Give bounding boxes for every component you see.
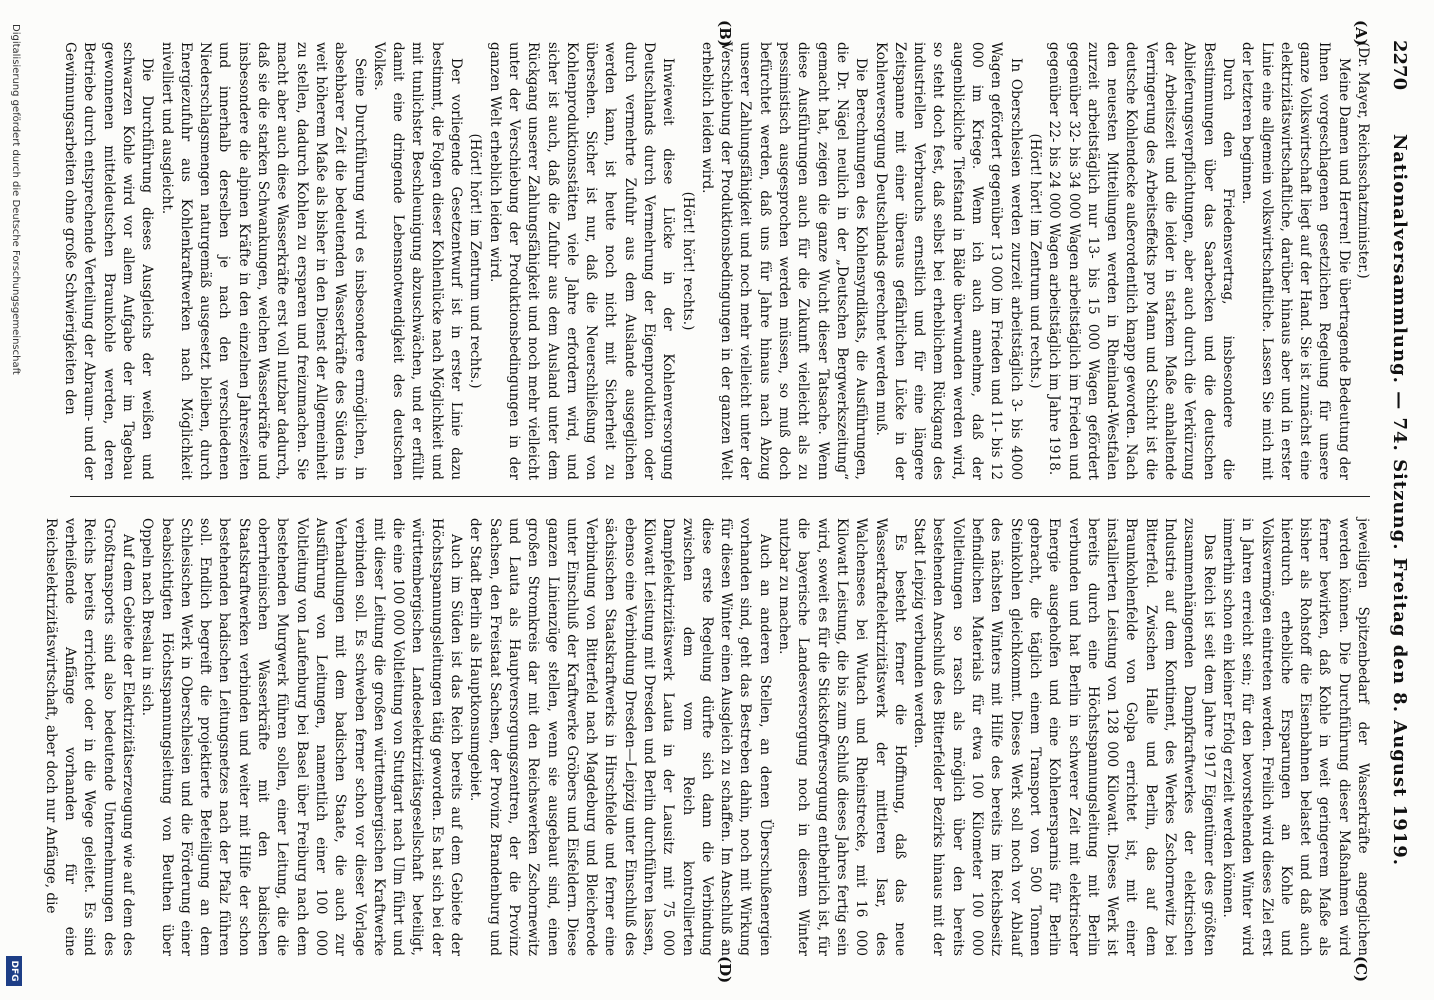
paragraph: Inwieweit diese Lücke in der Kohlenversorgung Deutschlands durch Vermehrung der Eigenproduktion oder durch vermehrte Zufuhr aus dem Auslande ausgeglichen werden kann, ist heute noch nicht mit Sicherheit zu übersehen. Sicher ist nur, daß die Neuerschließung von Kohlenproduktionsstätten viele Jahre erfordern wird, und sicher ist auch, daß die Zufuhr aus dem Ausland unter dem Rückgang unserer Zahlungsfähigkeit und noch mehr vielleicht unter der Verschiebung der Produktionsbedingungen in der ganzen Welt erheblich leiden wird. (486, 42, 677, 480)
paragraph: Auch im Süden ist das Reich bereits auf dem Gebiete der Höchstspannungsleitungen tätig geworden. Es hat sich bei der württembergischen Landeselektrizitätsgesellschaft beteiligt, die eine 100 000 Voltleitung von Stuttgart nach Ulm führt und mit dieser Leitung die großen württembergischen Kraftwerke verbinden soll. Es schweben ferner schon vor dieser Vorlage Verhandlungen mit dem badischen Staate, die auch zur Ausführung von Leitungen, namentlich einer 100 000 Voltleitung von Laufenburg bei Basel über Freiburg nach dem bestehenden Murgwerk führen sollen, einer Leitung, die die oberrheinischen Wasserkräfte mit den badischen Staatskraftwerken verbinden und weiter mit Hilfe der schon bestehenden badischen Leitungsnetzes nach der Pfalz führen soll. Endlich begreift die projektierte Beteiligung an dem Schlesischen Werk in Oberschlesien und die Förderung einer beabsichtigten Höchstspannungsleitung von Beuthen über Oppeln nach Breslau in sich. (139, 518, 465, 956)
column-divider (70, 496, 1370, 497)
page-header (1382, 40, 1416, 960)
speaker-line: (Dr. Mayer, Reichsschatzminister.) (1355, 42, 1371, 279)
paragraph: Meine Damen und Herren! Die übertragende Bedeutung der Ihnen vorgeschlagenen gesetzlichen Regelung für unsere ganze Volkswirtschaft liegt auf der Hand. Sie ist zunächst eine elektrizitätswirtschaftliche, darüber hinaus aber und in erster Linie eine allgemein volkswirtschaftliche. Lassen Sie mich mit der letzteren beginnen. (1239, 42, 1352, 480)
paragraph: In Oberschlesien werden zurzeit arbeitstäglich 3- bis 4000 Wagen gefördert gegenüber 13 000 im Frieden und 11- bis 12 000 im Kriege. Wenn ich auch annehme, daß der augenblickliche Tiefstand in Bälde überwunden werden wird, so steht doch fest, daß selbst bei erheblichem Rückgang des industriellen Verbrauchs ernstlich und für eine längere Zeitspanne mit einer überaus gefährlichen Lücke in der Kohlenversorgung Deutschlands gerechnet werden muß. (872, 42, 1024, 480)
paragraph: Durch den Friedensvertrag, insbesondere die Bestimmungen über das Saarbecken und die deutschen Ablieferungsverpflichtungen, aber auch durch die Verkürzung der Arbeitszeit und die leider in starkem Maße anhaltende Verringerung des Arbeitseffekts pro Mann und Schicht ist die deutsche Kohlendecke außerordentlich knapp geworden. Nach den neuesten Mitteilungen werden in Rheinland-Westfalen zurzeit arbeitstäglich nur 13- bis 15 000 Wagen gefördert gegenüber 32- bis 34 000 Wagen arbeitstäglich im Frieden und gegenüber 22- bis 24 000 Wagen arbeitstäglich im Jahre 1918. (1046, 42, 1236, 480)
paragraph: Die Durchführung dieses Ausgleichs der weißen und schwarzen Kohle wird vor allem Aufgabe der im Tagebau gewonnenen mitteldeutschen Braunkohle werden, deren Betriebe durch entsprechende Verteilung der Abraum- und der Gewinnungsarbeiten ohne große Schwierigkeiten den (62, 42, 156, 480)
left-column (60, 42, 1372, 480)
paragraph: Seine Durchführung wird es insbesondere ermöglichen, in absehbarer Zeit die bedeutenden Wasserkräfte des Südens in weit höherem Maße als bisher in den Dienst der Allgemeinheit zu stellen, dadurch Kohlen zu ersparen und freizumachen. Sie macht aber auch diese Wasserkräfte erst voll nutzbar dadurch, daß sie die starken Schwankungen, welchen Wasserkräfte und insbesondere die alpinen Kräfte in den einzelnen Jahreszeiten und innerhalb derselben je nach den verschiedenen Niederschlagsmengen naturgemäß ausgesetzt bleiben, durch Energiezufuhr aus Kohlenkraftwerken nach Möglichkeit nivelliert und ausgleicht. (158, 42, 368, 480)
paragraph: Auch an anderen Stellen, an denen Überschußenergien vorhanden sind, geht das Bestreben dahin, noch mit Wirkung für diesen Winter einen Ausgleich zu schaffen. Im Anschluß an diese erste Regelung dürfte sich dann die Verbindung zwischen dem vom Reich kontrollierten Dampfelektrizitätswerk Lauta in der Lausitz mit 75 000 Kilowatt Leistung mit Dresden und Berlin durchführen lassen, ebenso eine Verbindung Dresden—Leipzig unter Einschluß des sächsischen Staatskraftwerks in Hirschfelde und ferner eine Verbindung von Bitterfeld nach Magdeburg und Bleicherode unter Einschluß der Kraftwerke Gröbers und Eisfeldern. Diese ganzen Linienzüge stellen, wenn sie ausgebaut sind, einen großen Stromkreis dar mit den Reichswerken Zschornewitz und Lauta als Hauptversorgungszentren, der die Provinz Sachsen, den Freistaat Sachsen, der Provinz Brandenburg und der Stadt Berlin als Hauptkonsumgebiet. (467, 518, 773, 956)
interjection: (Hört! hört! rechts.) (679, 191, 696, 331)
paragraph: Es besteht ferner die Hoffnung, daß das neue Wasserkraftelektrizitätswerk der mittleren Isar, des Walchensees bei Wutach und Rheinstrecke, mit 16 000 Kilowatt Leistung, die bis zum Schluß dieses Jahres fertig sein wird, soweit es für die Stickstoffversorgung entbehrlich ist, für die bayerische Landesversorgung noch in diesem Winter nutzbar zu machen. (776, 518, 908, 956)
interjection: (Hört! hört! im Zentrum und rechts.) (1026, 133, 1043, 389)
margin-marker-d: (D) (716, 956, 734, 984)
page-title: Nationalversammlung. — 74. Sitzung. Freitag den 8. August 1919. (1389, 133, 1410, 867)
digitization-credit: Digitalisierung gefördert durch die Deutsche Forschungsgemeinschaft (10, 24, 21, 375)
page-number: 2270 (1389, 40, 1410, 91)
right-column (41, 518, 1372, 956)
paragraph: jeweiligen Spitzenbedarf der Wasserkräfte angeglichen werden können. Die Durchführung dieser Maßnahmen wird ferner bewirken, daß Kohle in weit geringerem Maße als bisher als Rohstoff die Eisenbahnen belastet und daß auch hierdurch erhebliche Ersparungen an Kohle und Volksvermögen eintreten werden. Freilich wird dieses Ziel erst in Jahren erreicht sein; für den bevorstehenden Winter wird immerhin schon ein kleiner Erfolg erzielt werden können. (1219, 518, 1371, 956)
margin-marker-b: (B) (716, 20, 734, 47)
paragraph: Das Reich ist seit dem Jahre 1917 Eigentümer des größten zusammenhängenden Dampfkraftwerkes der elektrischen Industrie auf dem Kontinent, des Werkes Zschornewitz bei Bitterfeld. Zwischen Halle und Berlin, das auf dem Braunkohlenfelde von Golpa errichtet ist, mit einer installierten Leistung von 128 000 Kilowatt. Dieses Werk ist bereits durch eine Höchstspannungsleitung mit Berlin verbunden und hat Berlin in schwerer Zeit mit elektrischer Energie ausgeholfen und eine Kohlenersparnis für Berlin gebracht, die täglich einem Transport von 500 Tonnen Steinkohlen gleichkommt. Dieses Werk soll noch vor Ablauf des nächsten Winters mit Hilfe des bereits im Reichsbesitz befindlichen Materials für etwa 100 Kilometer 100 000 Voltleitungen so rasch als möglich über den bereits bestehenden Anschluß des Bitterfelder Bezirks hinaus mit der Stadt Leipzig verbunden werden. (911, 518, 1217, 956)
margin-marker-a: (A) (1352, 20, 1370, 46)
paragraph: Auf dem Gebiete der Elektrizitätserzeugung wie auf dem des Großtransports sind also bedeutende Unternehmungen des Reichs bereits errichtet oder in die Wege geleitet. Es sind verheißende Anfänge vorhanden für eine Reichselektrizitätswirtschaft, aber doch nur Anfänge, die (42, 518, 136, 956)
dfg-logo: DFG (6, 956, 22, 986)
interjection: (Hört! hört! im Zentrum und rechts.) (467, 133, 484, 389)
paragraph: Die Berechnungen des Kohlensyndikats, die Ausführungen, die Dr. Nägel neulich in der „Deutschen Bergwerkszeitung“ gemacht hat, zeigen die ganze Wucht dieser Tatsache. Wenn diese Ausführungen auch für die Zukunft vielleicht als zu pessimistisch ausgesprochen werden müssen, so muß doch befürchtet werden, daß uns für Jahre hinaus nach Abzug unserer Zahlungsfähigkeit und noch mehr vielleicht unter der Verschiebung der Produktionsbedingungen in der ganzen Welt erheblich leiden wird. (698, 42, 870, 480)
paragraph: Der vorliegende Gesetzentwurf ist in erster Linie dazu bestimmt, die Folgen dieser Kohlenlücke nach Möglichkeit und mit tunlichster Beschleunigung abzuschwächen, und er erfüllt damit eine dringende Lebensnotwendigkeit des deutschen Volkes. (370, 42, 465, 480)
margin-marker-c: (C) (1352, 956, 1370, 983)
